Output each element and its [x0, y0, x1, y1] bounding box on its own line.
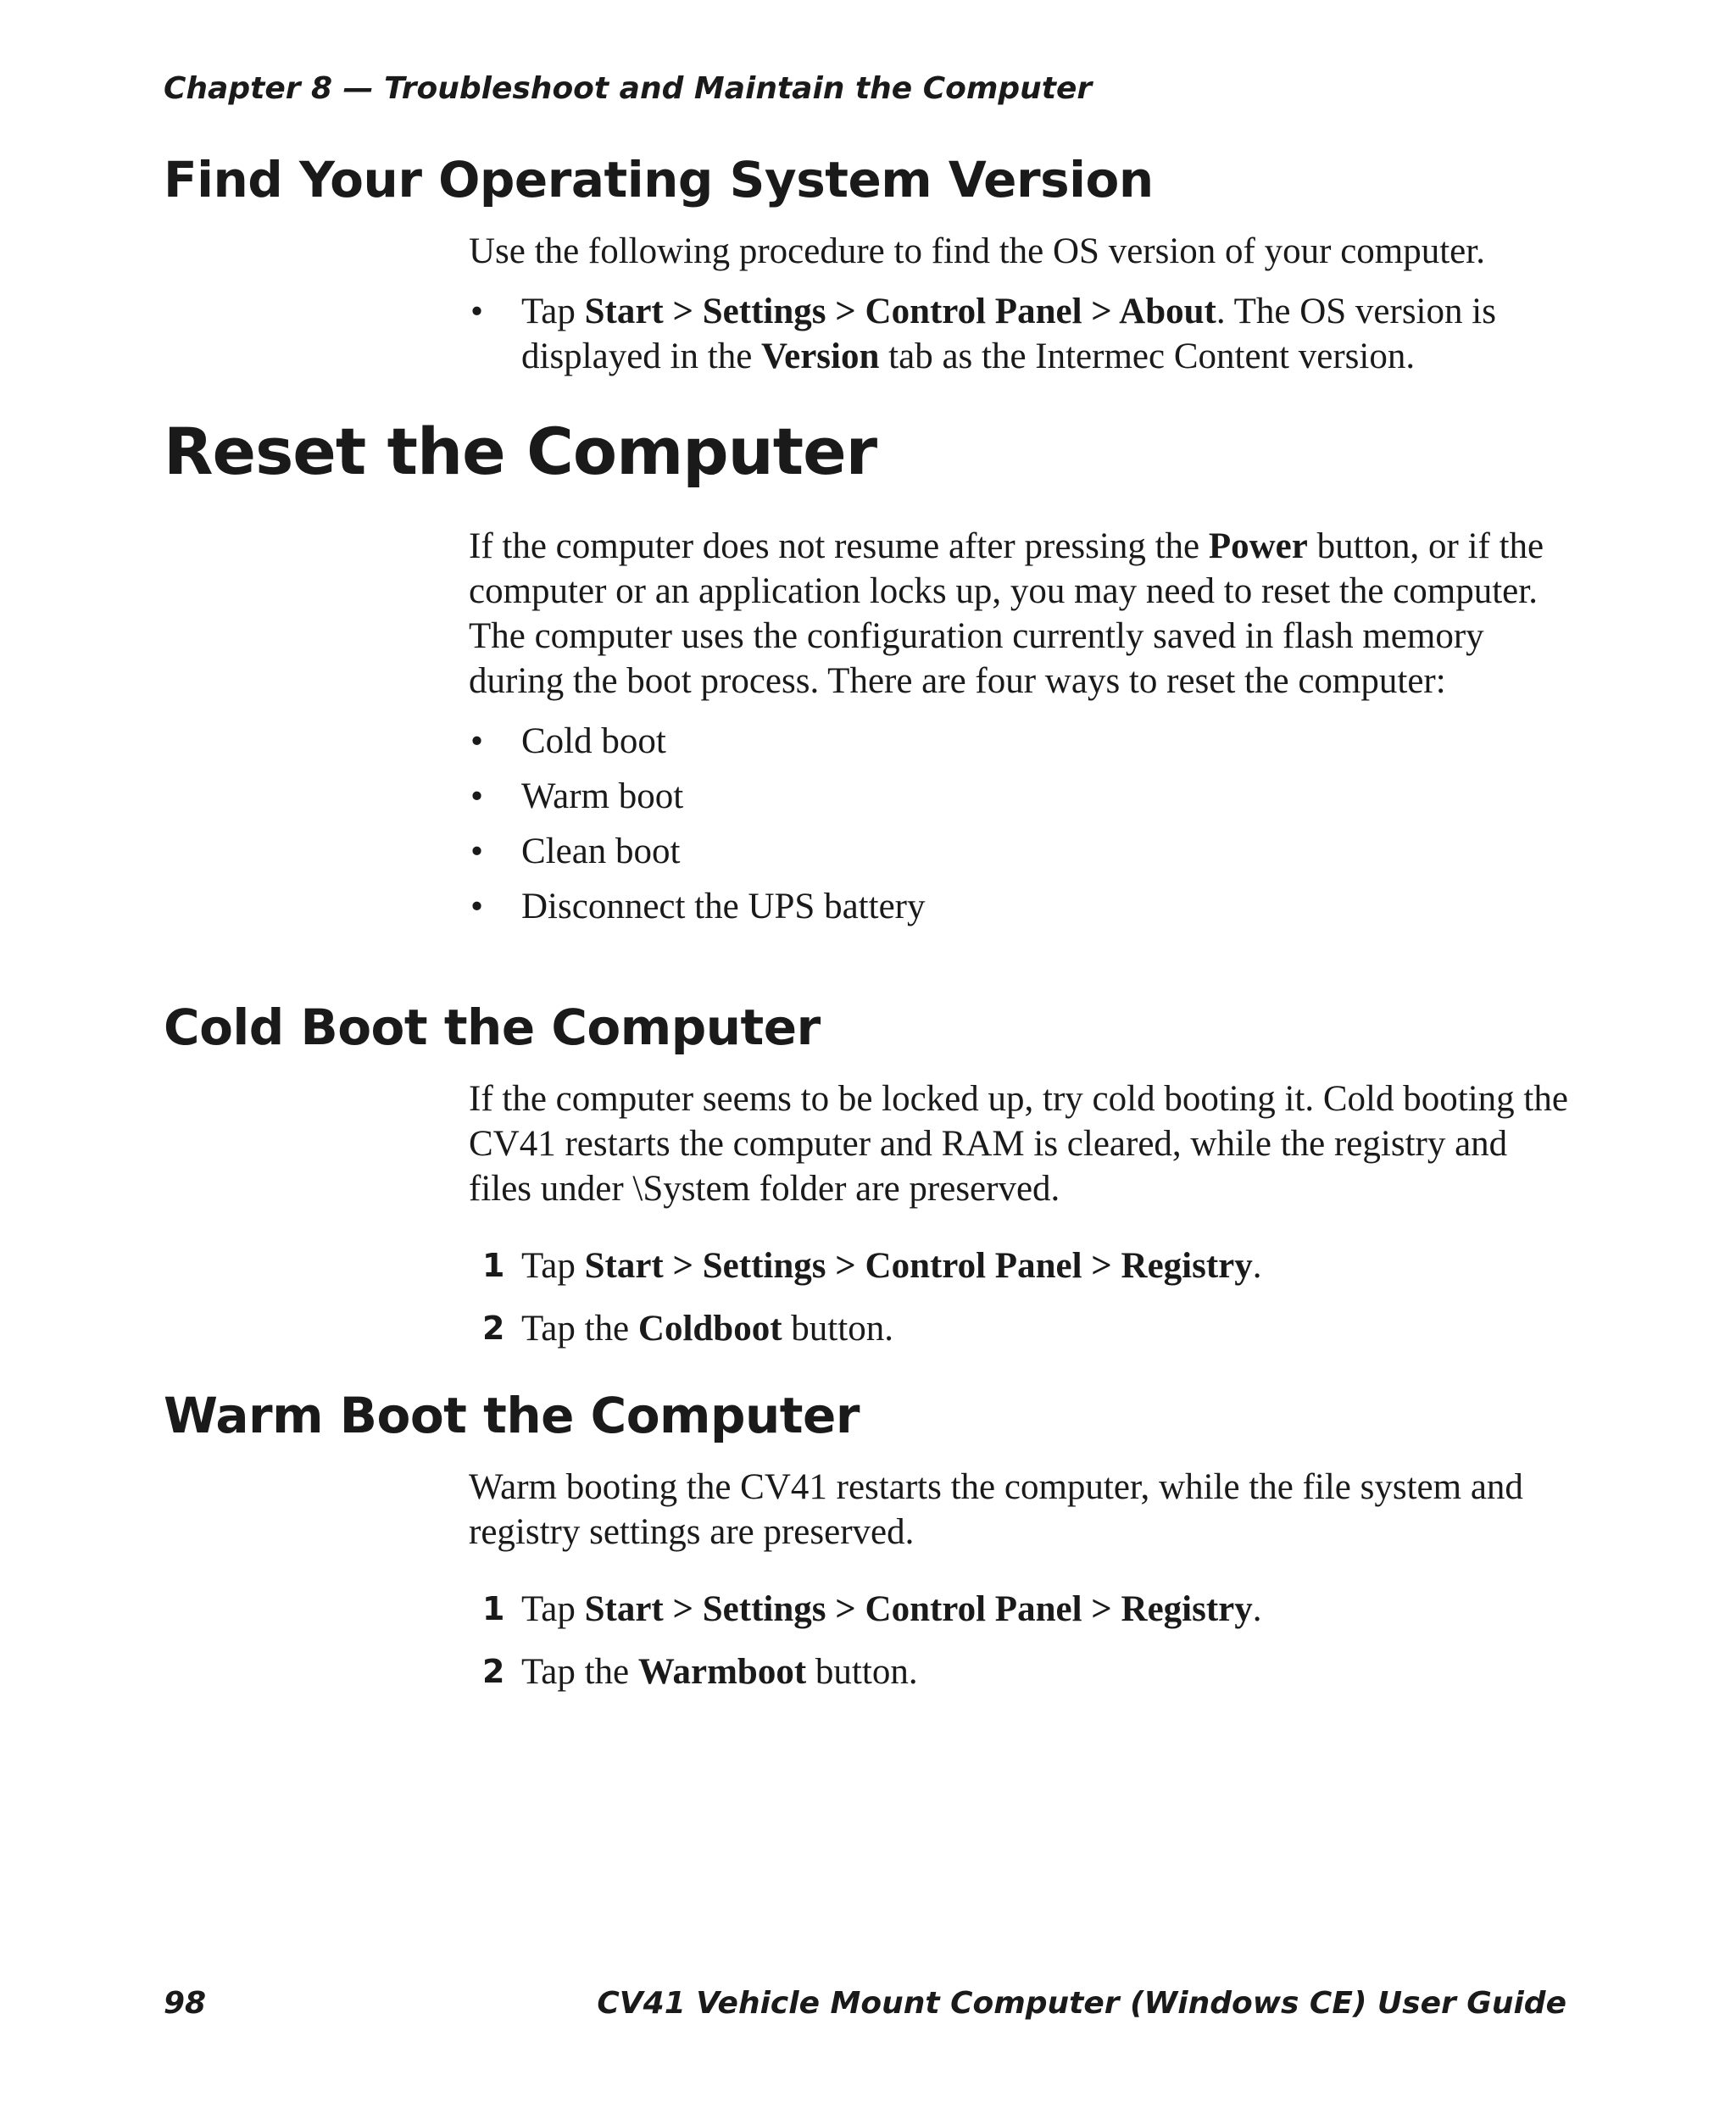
- step-number: 1: [482, 1590, 505, 1627]
- menu-control-panel: Control Panel: [865, 1246, 1082, 1286]
- os-version-steps: [469, 289, 1571, 379]
- menu-control-panel: Control Panel: [865, 292, 1082, 331]
- os-version-step: • Tap Start > Settings > Control Panel > About. The OS version is displayed in the Version tab as the Intermec Content version.: [469, 289, 1571, 379]
- warmboot-button-label: Warmboot: [637, 1652, 807, 1692]
- menu-about: About: [1119, 292, 1216, 331]
- step-number: 2: [482, 1310, 505, 1347]
- warm-boot-steps: [469, 1587, 1571, 1694]
- step-number: 1: [482, 1247, 505, 1284]
- menu-start: Start: [584, 1246, 664, 1286]
- cold-boot-paragraph: If the computer seems to be locked up, try cold booting it. Cold booting the CV41 restarts the computer and RAM is cleared, while the registry and files under \System folder are preserved.: [469, 1079, 1568, 1209]
- step-number: 2: [482, 1653, 505, 1690]
- menu-settings: Settings: [702, 292, 826, 331]
- cold-boot-body: [469, 1076, 1571, 1351]
- os-version-body: [469, 229, 1571, 379]
- cold-boot-steps: [469, 1243, 1571, 1351]
- list-item: • Disconnect the UPS battery: [469, 884, 1571, 929]
- cold-boot-step-1: 1 Tap Start > Settings > Control Panel > Registry.: [469, 1243, 1571, 1288]
- warm-boot-step-1: 1 Tap Start > Settings > Control Panel > Registry.: [469, 1587, 1571, 1632]
- cold-boot-step-2: 2 Tap the Coldboot button.: [469, 1306, 1571, 1351]
- reset-methods-list: [469, 719, 1571, 929]
- section-title-os-version: Find Your Operating System Version: [164, 151, 1154, 209]
- version-tab-label: Version: [761, 337, 880, 376]
- list-item: • Cold boot: [469, 719, 1571, 764]
- page-number: 98: [164, 1986, 207, 2021]
- section-title-warm-boot: Warm Boot the Computer: [164, 1387, 860, 1444]
- warm-boot-body: [469, 1465, 1571, 1694]
- reset-body: [469, 524, 1571, 929]
- menu-start: Start: [584, 292, 664, 331]
- chapter-header: Chapter 8 — Troubleshoot and Maintain the Computer: [164, 71, 1093, 106]
- reset-paragraph: If the computer does not resume after pressing the Power button, or if the computer or an application locks up, you may need to reset the computer. The computer uses the configuration currently saved in flash memory during the boot process. There are four ways to reset the computer:: [469, 526, 1544, 701]
- os-version-intro: Use the following procedure to find the OS version of your computer.: [469, 231, 1485, 271]
- warm-boot-step-2: 2 Tap the Warmboot button.: [469, 1649, 1571, 1694]
- list-item: • Warm boot: [469, 774, 1571, 819]
- menu-start: Start: [584, 1589, 664, 1629]
- menu-settings: Settings: [702, 1246, 826, 1286]
- power-button-label: Power: [1208, 526, 1308, 566]
- menu-registry: Registry: [1121, 1246, 1253, 1286]
- list-item: • Clean boot: [469, 829, 1571, 874]
- menu-control-panel: Control Panel: [865, 1589, 1082, 1629]
- coldboot-button-label: Coldboot: [637, 1309, 782, 1349]
- guide-title: CV41 Vehicle Mount Computer (Windows CE) User Guide: [597, 1986, 1566, 2021]
- section-title-cold-boot: Cold Boot the Computer: [164, 998, 821, 1056]
- menu-settings: Settings: [702, 1589, 826, 1629]
- warm-boot-paragraph: Warm booting the CV41 restarts the computer, while the file system and registry settings are preserved.: [469, 1467, 1523, 1552]
- section-title-reset: Reset the Computer: [164, 414, 877, 489]
- menu-registry: Registry: [1121, 1589, 1253, 1629]
